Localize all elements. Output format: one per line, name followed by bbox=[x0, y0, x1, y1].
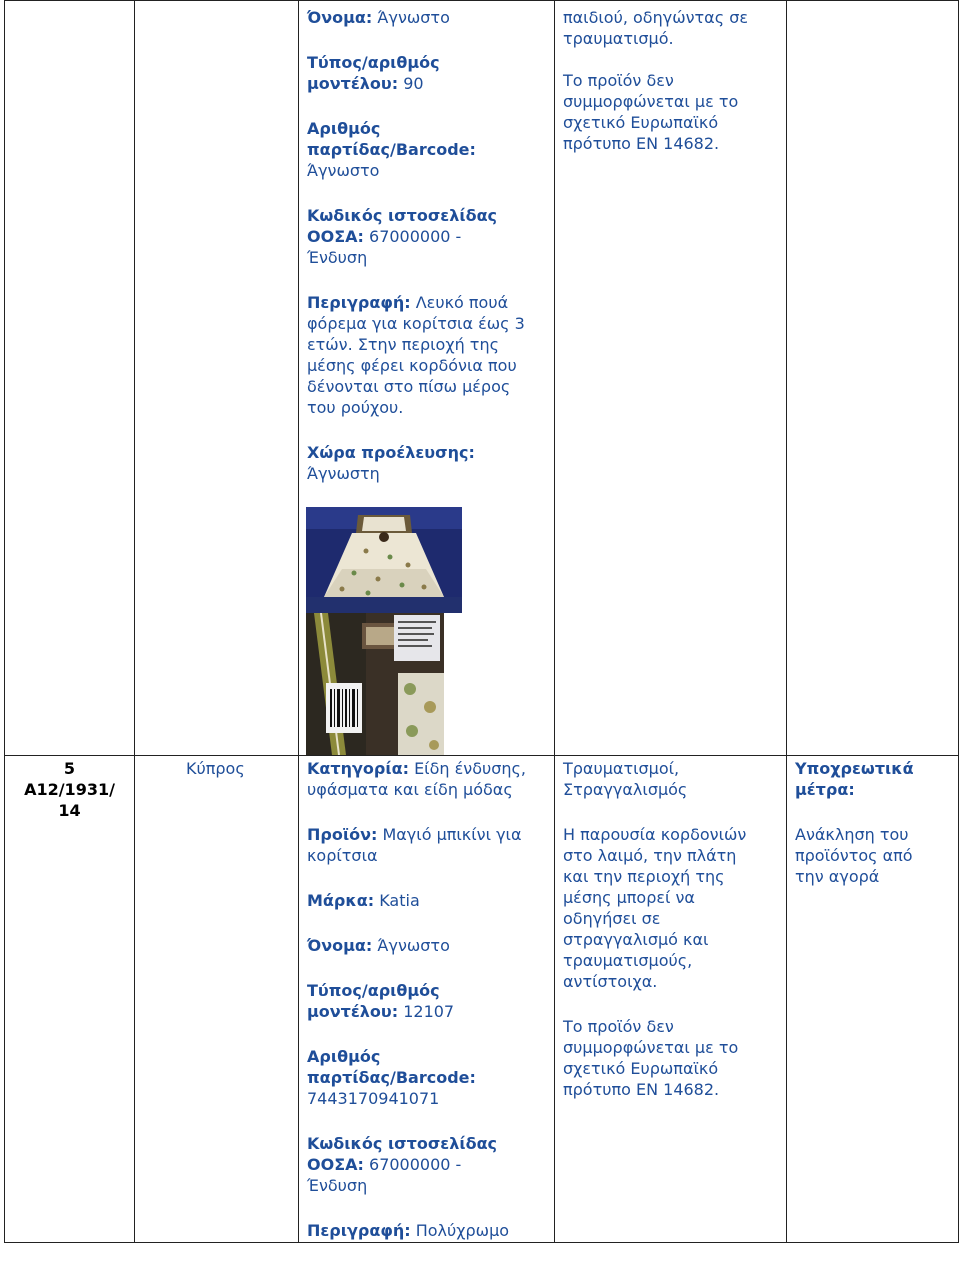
photo-dress-label-closeup bbox=[306, 613, 444, 755]
risk-description-line: Η παρουσία κορδονιών bbox=[563, 825, 747, 844]
prev-model-label-line1: Τύπος/αριθμός bbox=[307, 53, 440, 72]
model-value: 12107 bbox=[403, 1002, 455, 1021]
risk-standard-line: πρότυπο EN 14682. bbox=[563, 1080, 720, 1099]
risk-description-line: οδηγήσει σε bbox=[563, 909, 661, 928]
prev-standard-line: πρότυπο EN 14682. bbox=[563, 134, 720, 153]
measures-line: Ανάκληση του bbox=[795, 825, 909, 844]
model-label-line2: μοντέλου: bbox=[307, 1002, 399, 1021]
category-value-line2: υφάσματα και είδη μόδας bbox=[307, 780, 513, 799]
prev-name-value: Άγνωστο bbox=[377, 8, 450, 27]
product-label: Προϊόν: bbox=[307, 825, 378, 844]
col-border-2 bbox=[298, 0, 299, 1243]
prev-description-line: ετών. Στην περιοχή της bbox=[307, 335, 499, 354]
risk-description-line: στραγγαλισμό και bbox=[563, 930, 709, 949]
model-field bbox=[307, 980, 551, 1022]
prev-origin-field bbox=[307, 442, 551, 484]
oecd-label-line2: ΟΟΣΑ: bbox=[307, 1155, 364, 1174]
prev-risk-text bbox=[563, 7, 783, 49]
oecd-label-line1: Κωδικός ιστοσελίδας bbox=[307, 1134, 498, 1153]
row5-risk-cell bbox=[563, 758, 783, 1124]
risk-standard bbox=[563, 1016, 783, 1100]
prev-description-line: μέσης φέρει κορδόνια που bbox=[307, 356, 517, 375]
prev-oecd-value-line2: Ένδυση bbox=[307, 248, 368, 267]
row5-measures-cell bbox=[795, 758, 955, 911]
prev-oecd-label-line2: ΟΟΣΑ: bbox=[307, 227, 364, 246]
col-border-left bbox=[4, 0, 5, 1243]
prev-batch-value: Άγνωστο bbox=[307, 161, 380, 180]
table-top-border bbox=[4, 0, 959, 1]
product-field bbox=[307, 824, 551, 866]
prev-name-label: Όνομα: bbox=[307, 8, 373, 27]
batch-label-line1: Αριθμός bbox=[307, 1047, 381, 1066]
risk-description-line: αντίστοιχα. bbox=[563, 972, 658, 991]
risk-type bbox=[563, 758, 783, 800]
name-label: Όνομα: bbox=[307, 936, 373, 955]
prev-model-field bbox=[307, 52, 551, 94]
measures-line: προϊόντος από bbox=[795, 846, 913, 865]
photo-white-polka-dot-dress bbox=[306, 507, 462, 613]
brand-field bbox=[307, 890, 551, 911]
prev-description-field bbox=[307, 292, 551, 418]
category-field bbox=[307, 758, 551, 800]
row-number: 5 bbox=[63, 759, 76, 778]
label-photo-image bbox=[306, 613, 444, 755]
name-field bbox=[307, 935, 551, 956]
risk-description-line: μέσης μπορεί να bbox=[563, 888, 695, 907]
prev-name-field bbox=[307, 7, 551, 28]
prev-standard-line: Το προϊόν δεν bbox=[563, 71, 674, 90]
dress-photo-image bbox=[306, 507, 462, 613]
batch-value: 7443170941071 bbox=[307, 1089, 440, 1108]
prev-description-line: Λευκό πουά bbox=[415, 293, 509, 312]
risk-type-line: Τραυματισμοί, bbox=[563, 759, 680, 778]
risk-standard-line: Το προϊόν δεν bbox=[563, 1017, 674, 1036]
measures-line: την αγορά bbox=[795, 867, 880, 886]
name-value: Άγνωστο bbox=[377, 936, 450, 955]
prev-risk-line: παιδιού, οδηγώντας σε bbox=[563, 8, 748, 27]
prev-origin-label: Χώρα προέλευσης: bbox=[307, 443, 475, 462]
brand-value: Katia bbox=[379, 891, 420, 910]
oecd-value: 67000000 - bbox=[369, 1155, 462, 1174]
col-border-3 bbox=[554, 0, 555, 1243]
product-value-line2: κορίτσια bbox=[307, 846, 378, 865]
risk-description-line: και την περιοχή της bbox=[563, 867, 725, 886]
risk-description bbox=[563, 824, 783, 992]
prev-oecd-field bbox=[307, 205, 551, 268]
description-value: Πολύχρωμο bbox=[415, 1221, 510, 1240]
col-border-1 bbox=[134, 0, 135, 1243]
brand-label: Μάρκα: bbox=[307, 891, 375, 910]
risk-standard-line: συμμορφώνεται με το bbox=[563, 1038, 739, 1057]
row5-country-cell bbox=[186, 758, 296, 779]
prev-model-label-line2: μοντέλου: bbox=[307, 74, 399, 93]
product-value: Μαγιό μπικίνι για bbox=[382, 825, 522, 844]
country-value: Κύπρος bbox=[186, 759, 245, 778]
row-reference-line1: A12/1931/ bbox=[24, 780, 115, 799]
row5-product-cell bbox=[307, 758, 551, 1265]
prev-description-line: φόρεμα για κορίτσια έως 3 bbox=[307, 314, 525, 333]
prev-standard-line: σχετικό Ευρωπαϊκό bbox=[563, 113, 719, 132]
prev-description-line: δένονται στο πίσω μέρος bbox=[307, 377, 511, 396]
batch-label-line2: παρτίδας/Barcode: bbox=[307, 1068, 476, 1087]
prev-batch-label-line2: παρτίδας/Barcode: bbox=[307, 140, 476, 159]
prev-risk-line: τραυματισμό. bbox=[563, 29, 674, 48]
col-border-right bbox=[958, 0, 959, 1243]
row-divider bbox=[4, 755, 959, 756]
col-border-4 bbox=[786, 0, 787, 1243]
prev-oecd-value: 67000000 - bbox=[369, 227, 462, 246]
prev-standard-line: συμμορφώνεται με το bbox=[563, 92, 739, 111]
prev-risk-cell bbox=[563, 7, 783, 178]
row5-number-cell bbox=[5, 758, 134, 821]
prev-description-line: του ρούχου. bbox=[307, 398, 404, 417]
risk-standard-line: σχετικό Ευρωπαϊκό bbox=[563, 1059, 719, 1078]
prev-description-label: Περιγραφή: bbox=[307, 293, 411, 312]
category-label: Κατηγορία: bbox=[307, 759, 409, 778]
measures-label-line2: μέτρα: bbox=[795, 780, 855, 799]
description-field bbox=[307, 1220, 551, 1241]
prev-model-value: 90 bbox=[403, 74, 424, 93]
oecd-field bbox=[307, 1133, 551, 1196]
prev-batch-label-line1: Αριθμός bbox=[307, 119, 381, 138]
model-label-line1: Τύπος/αριθμός bbox=[307, 981, 440, 1000]
risk-type-line: Στραγγαλισμός bbox=[563, 780, 688, 799]
measures-text bbox=[795, 824, 955, 887]
category-value: Είδη ένδυσης, bbox=[414, 759, 526, 778]
prev-origin-value: Άγνωστη bbox=[307, 464, 380, 483]
prev-product-cell bbox=[307, 7, 551, 508]
oecd-value-line2: Ένδυση bbox=[307, 1176, 368, 1195]
description-label: Περιγραφή: bbox=[307, 1221, 411, 1240]
row-reference-line2: 14 bbox=[58, 801, 81, 820]
risk-description-line: στο λαιμό, την πλάτη bbox=[563, 846, 737, 865]
prev-oecd-label-line1: Κωδικός ιστοσελίδας bbox=[307, 206, 498, 225]
measures-label-line1: Υποχρεωτικά bbox=[795, 759, 914, 778]
measures-header bbox=[795, 758, 955, 800]
prev-risk-standard bbox=[563, 70, 783, 154]
risk-description-line: τραυματισμούς, bbox=[563, 951, 693, 970]
prev-batch-field bbox=[307, 118, 551, 181]
batch-field bbox=[307, 1046, 551, 1109]
